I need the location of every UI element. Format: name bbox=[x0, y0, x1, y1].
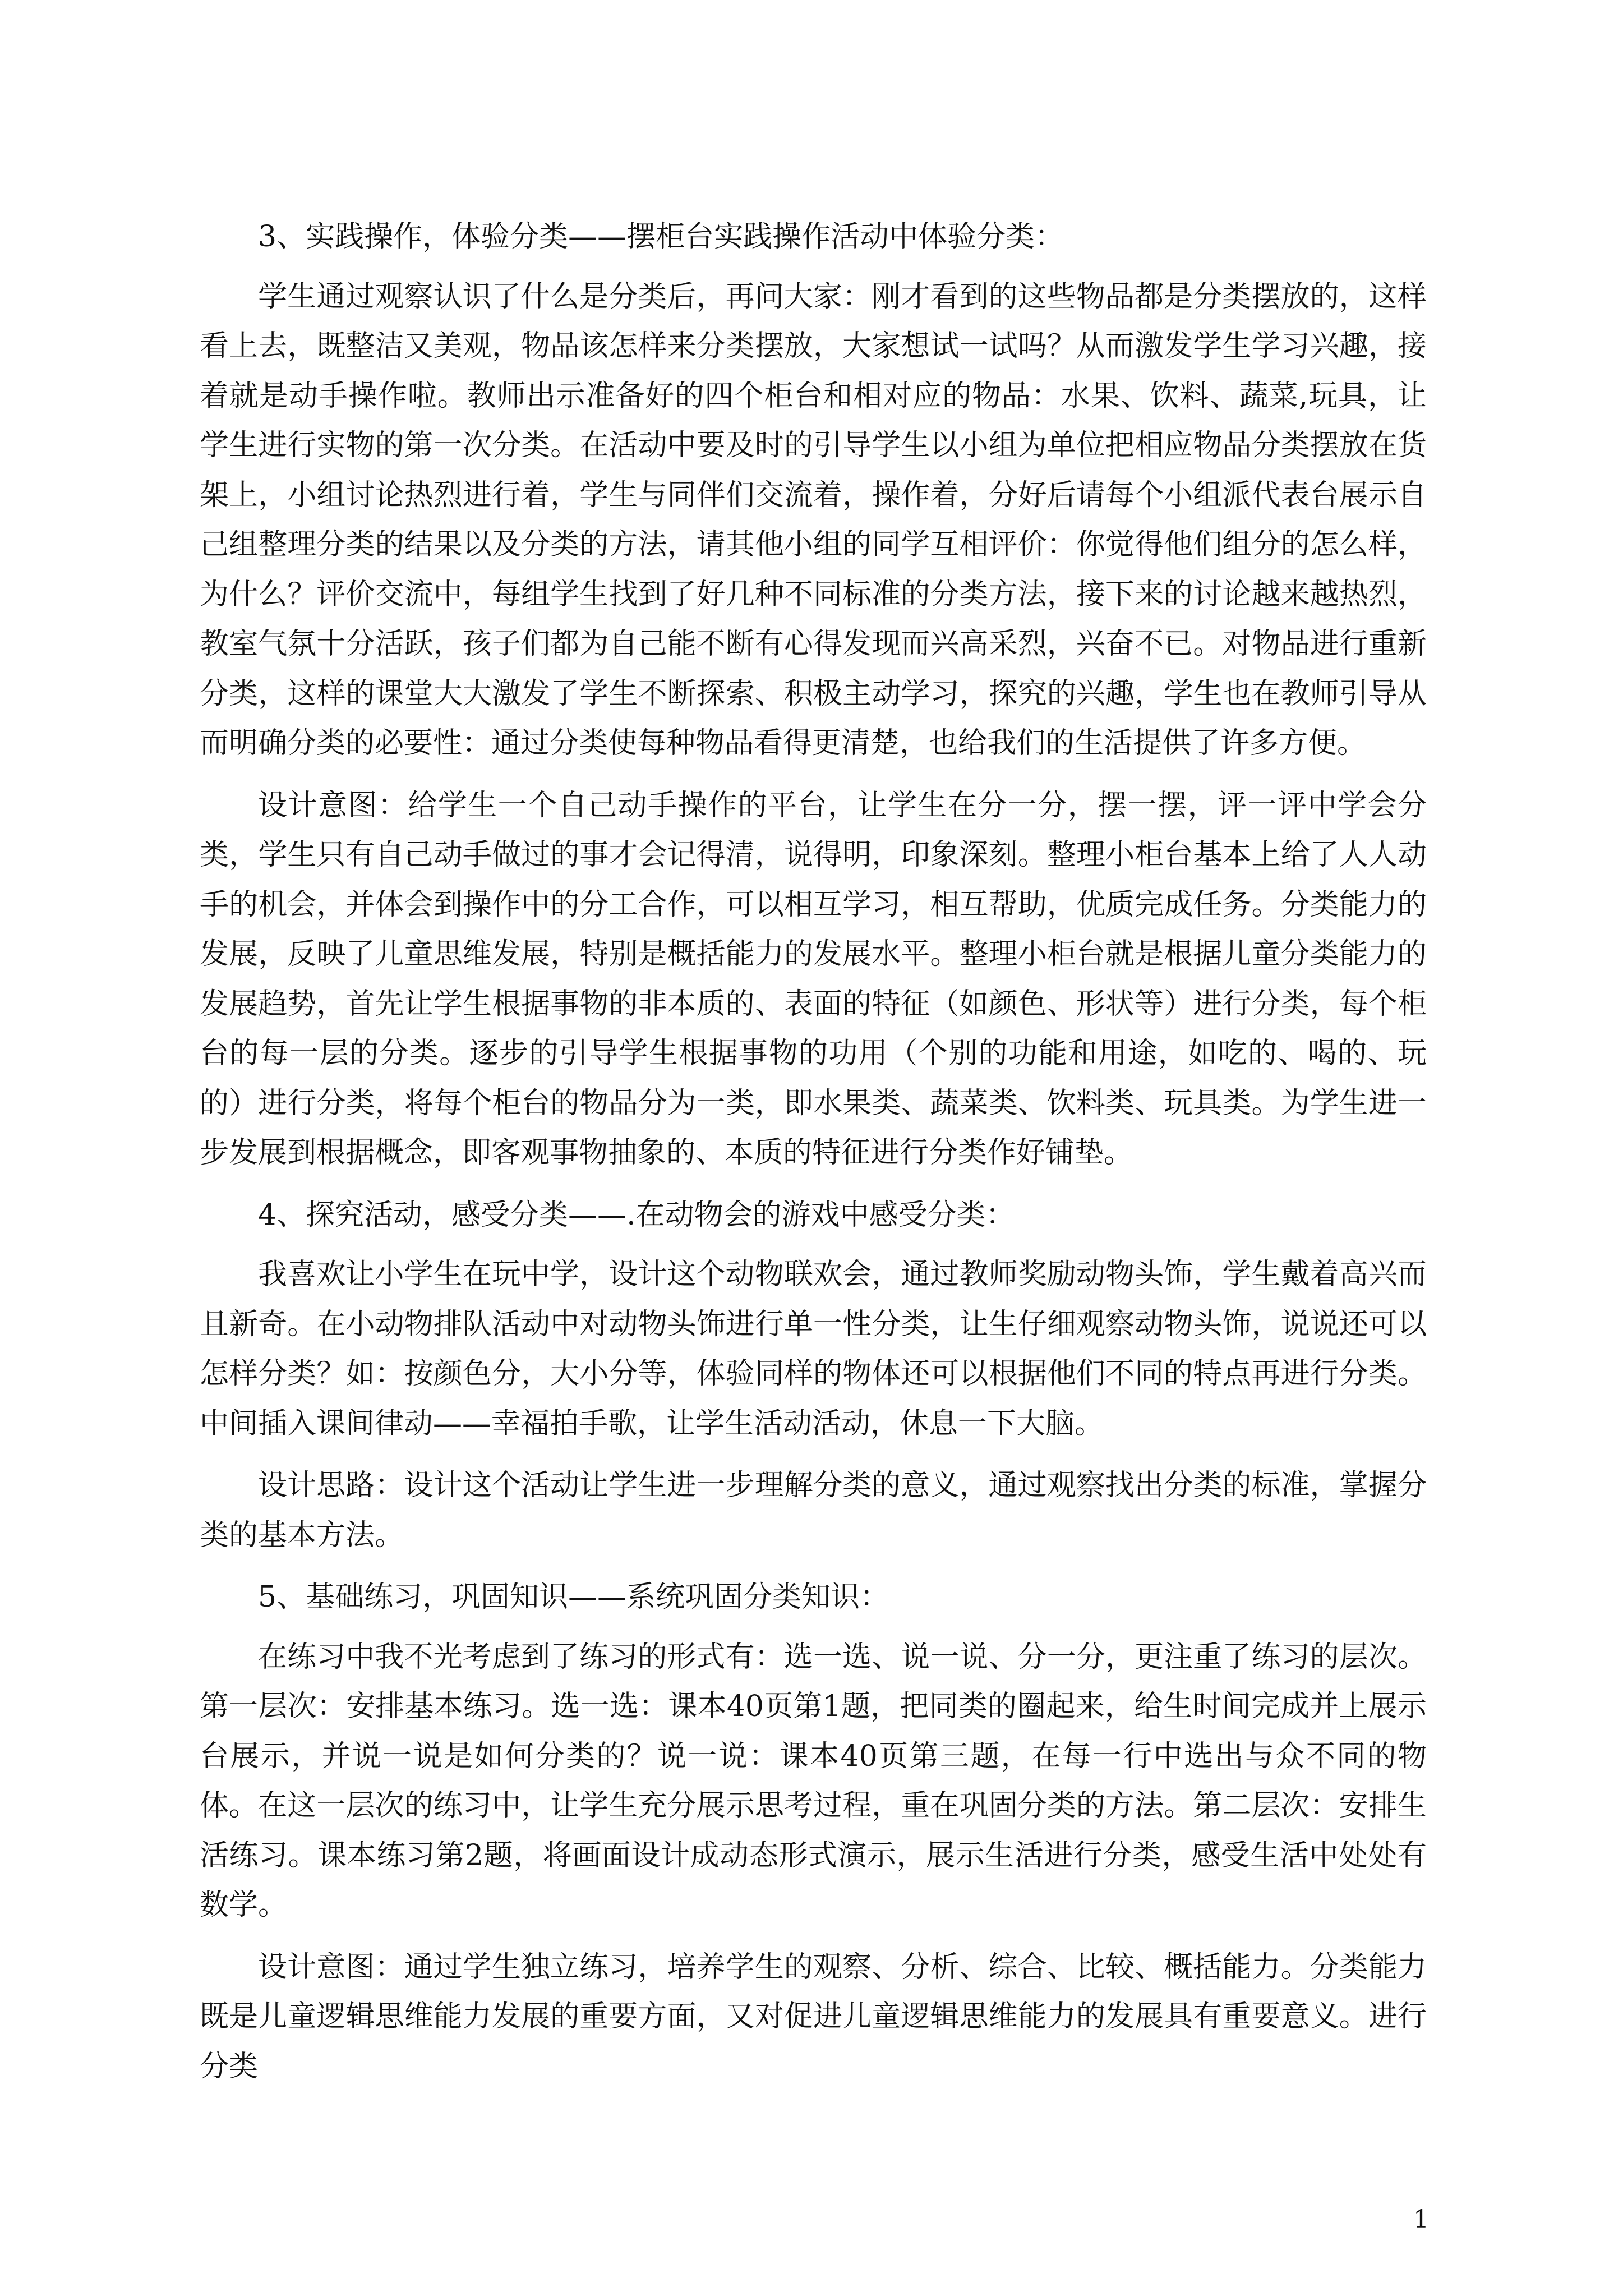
section-heading-4: 4、探究活动，感受分类——.在动物会的游戏中感受分类： bbox=[258, 1198, 1015, 1232]
paragraph: 在练习中我不光考虑到了练习的形式有：选一选、说一说、分一分，更注重了练习的层次。第一层次：安排基本练习。选一选：课本40页第1题，把同类的圈起来，给生时间完成并上展示台展示，并说一说是如何分类的？说一说：课本40页第三题，在每一行中选出与众不同的物体。在这一层次的练习中，让学生充分展示思考过程，重在巩固分类的方法。第二层次：安排生活练习。课本练习第2题，将画面设计成动态形式演示，展示生活进行分类，感受生活中处处有数学。 bbox=[200, 1640, 1427, 1922]
document-body bbox=[200, 212, 1427, 2104]
paragraph: 学生通过观察认识了什么是分类后，再问大家：刚才看到的这些物品都是分类摆放的，这样看上去，既整洁又美观，物品该怎样来分类摆放，大家想试一试吗？从而激发学生学习兴趣，接着就是动手操作啦。教师出示准备好的四个柜台和相对应的物品：水果、饮料、蔬菜,玩具，让学生进行实物的第一次分类。在活动中要及时的引导学生以小组为单位把相应物品分类摆放在货架上，小组讨论热烈进行着，学生与同伴们交流着，操作着，分好后请每个小组派代表台展示自己组整理分类的结果以及分类的方法，请其他小组的同学互相评价：你觉得他们组分的怎么样，为什么？评价交流中，每组学生找到了好几种不同标准的分类方法，接下来的讨论越来越热烈，教室气氛十分活跃，孩子们都为自己能不断有心得发现而兴高采烈，兴奋不已。对物品进行重新分类，这样的课堂大大激发了学生不断探索、积极主动学习，探究的兴趣，学生也在教师引导从而明确分类的必要性：通过分类使每种物品看得更清楚，也给我们的生活提供了许多方便。 bbox=[200, 279, 1427, 760]
section-heading-3: 3、实践操作，体验分类——摆柜台实践操作活动中体验分类： bbox=[258, 220, 1064, 254]
paragraph-design-intent: 设计意图：通过学生独立练习，培养学生的观察、分析、综合、比较、概括能力。分类能力既是儿童逻辑思维能力发展的重要方面，又对促进儿童逻辑思维能力的发展具有重要意义。进行分类 bbox=[200, 1950, 1427, 2083]
section-heading-5: 5、基础练习，巩固知识——系统巩固分类知识： bbox=[258, 1580, 889, 1614]
paragraph-design-intent: 设计意图：给学生一个自己动手操作的平台，让学生在分一分，摆一摆，评一评中学会分类，学生只有自己动手做过的事才会记得清，说得明，印象深刻。整理小柜台基本上给了人人动手的机会，并体会到操作中的分工合作，可以相互学习，相互帮助，优质完成任务。分类能力的发展，反映了儿童思维发展，特别是概括能力的发展水平。整理小柜台就是根据儿童分类能力的发展趋势，首先让学生根据事物的非本质的、表面的特征（如颜色、形状等）进行分类，每个柜台的每一层的分类。逐步的引导学生根据事物的功用（个别的功能和用途，如吃的、喝的、玩的）进行分类，将每个柜台的物品分为一类，即水果类、蔬菜类、饮料类、玩具类。为学生进一步发展到根据概念，即客观事物抽象的、本质的特征进行分类作好铺垫。 bbox=[200, 788, 1427, 1170]
page-number: 1 bbox=[1413, 2205, 1429, 2234]
paragraph-design-idea: 设计思路：设计这个活动让学生进一步理解分类的意义，通过观察找出分类的标准，掌握分类的基本方法。 bbox=[200, 1469, 1427, 1552]
paragraph: 我喜欢让小学生在玩中学，设计这个动物联欢会，通过教师奖励动物头饰，学生戴着高兴而且新奇。在小动物排队活动中对动物头饰进行单一性分类，让生仔细观察动物头饰，说说还可以怎样分类？如：按颜色分，大小分等，体验同样的物体还可以根据他们不同的特点再进行分类。中间插入课间律动——幸福拍手歌，让学生活动活动，休息一下大脑。 bbox=[200, 1258, 1427, 1441]
